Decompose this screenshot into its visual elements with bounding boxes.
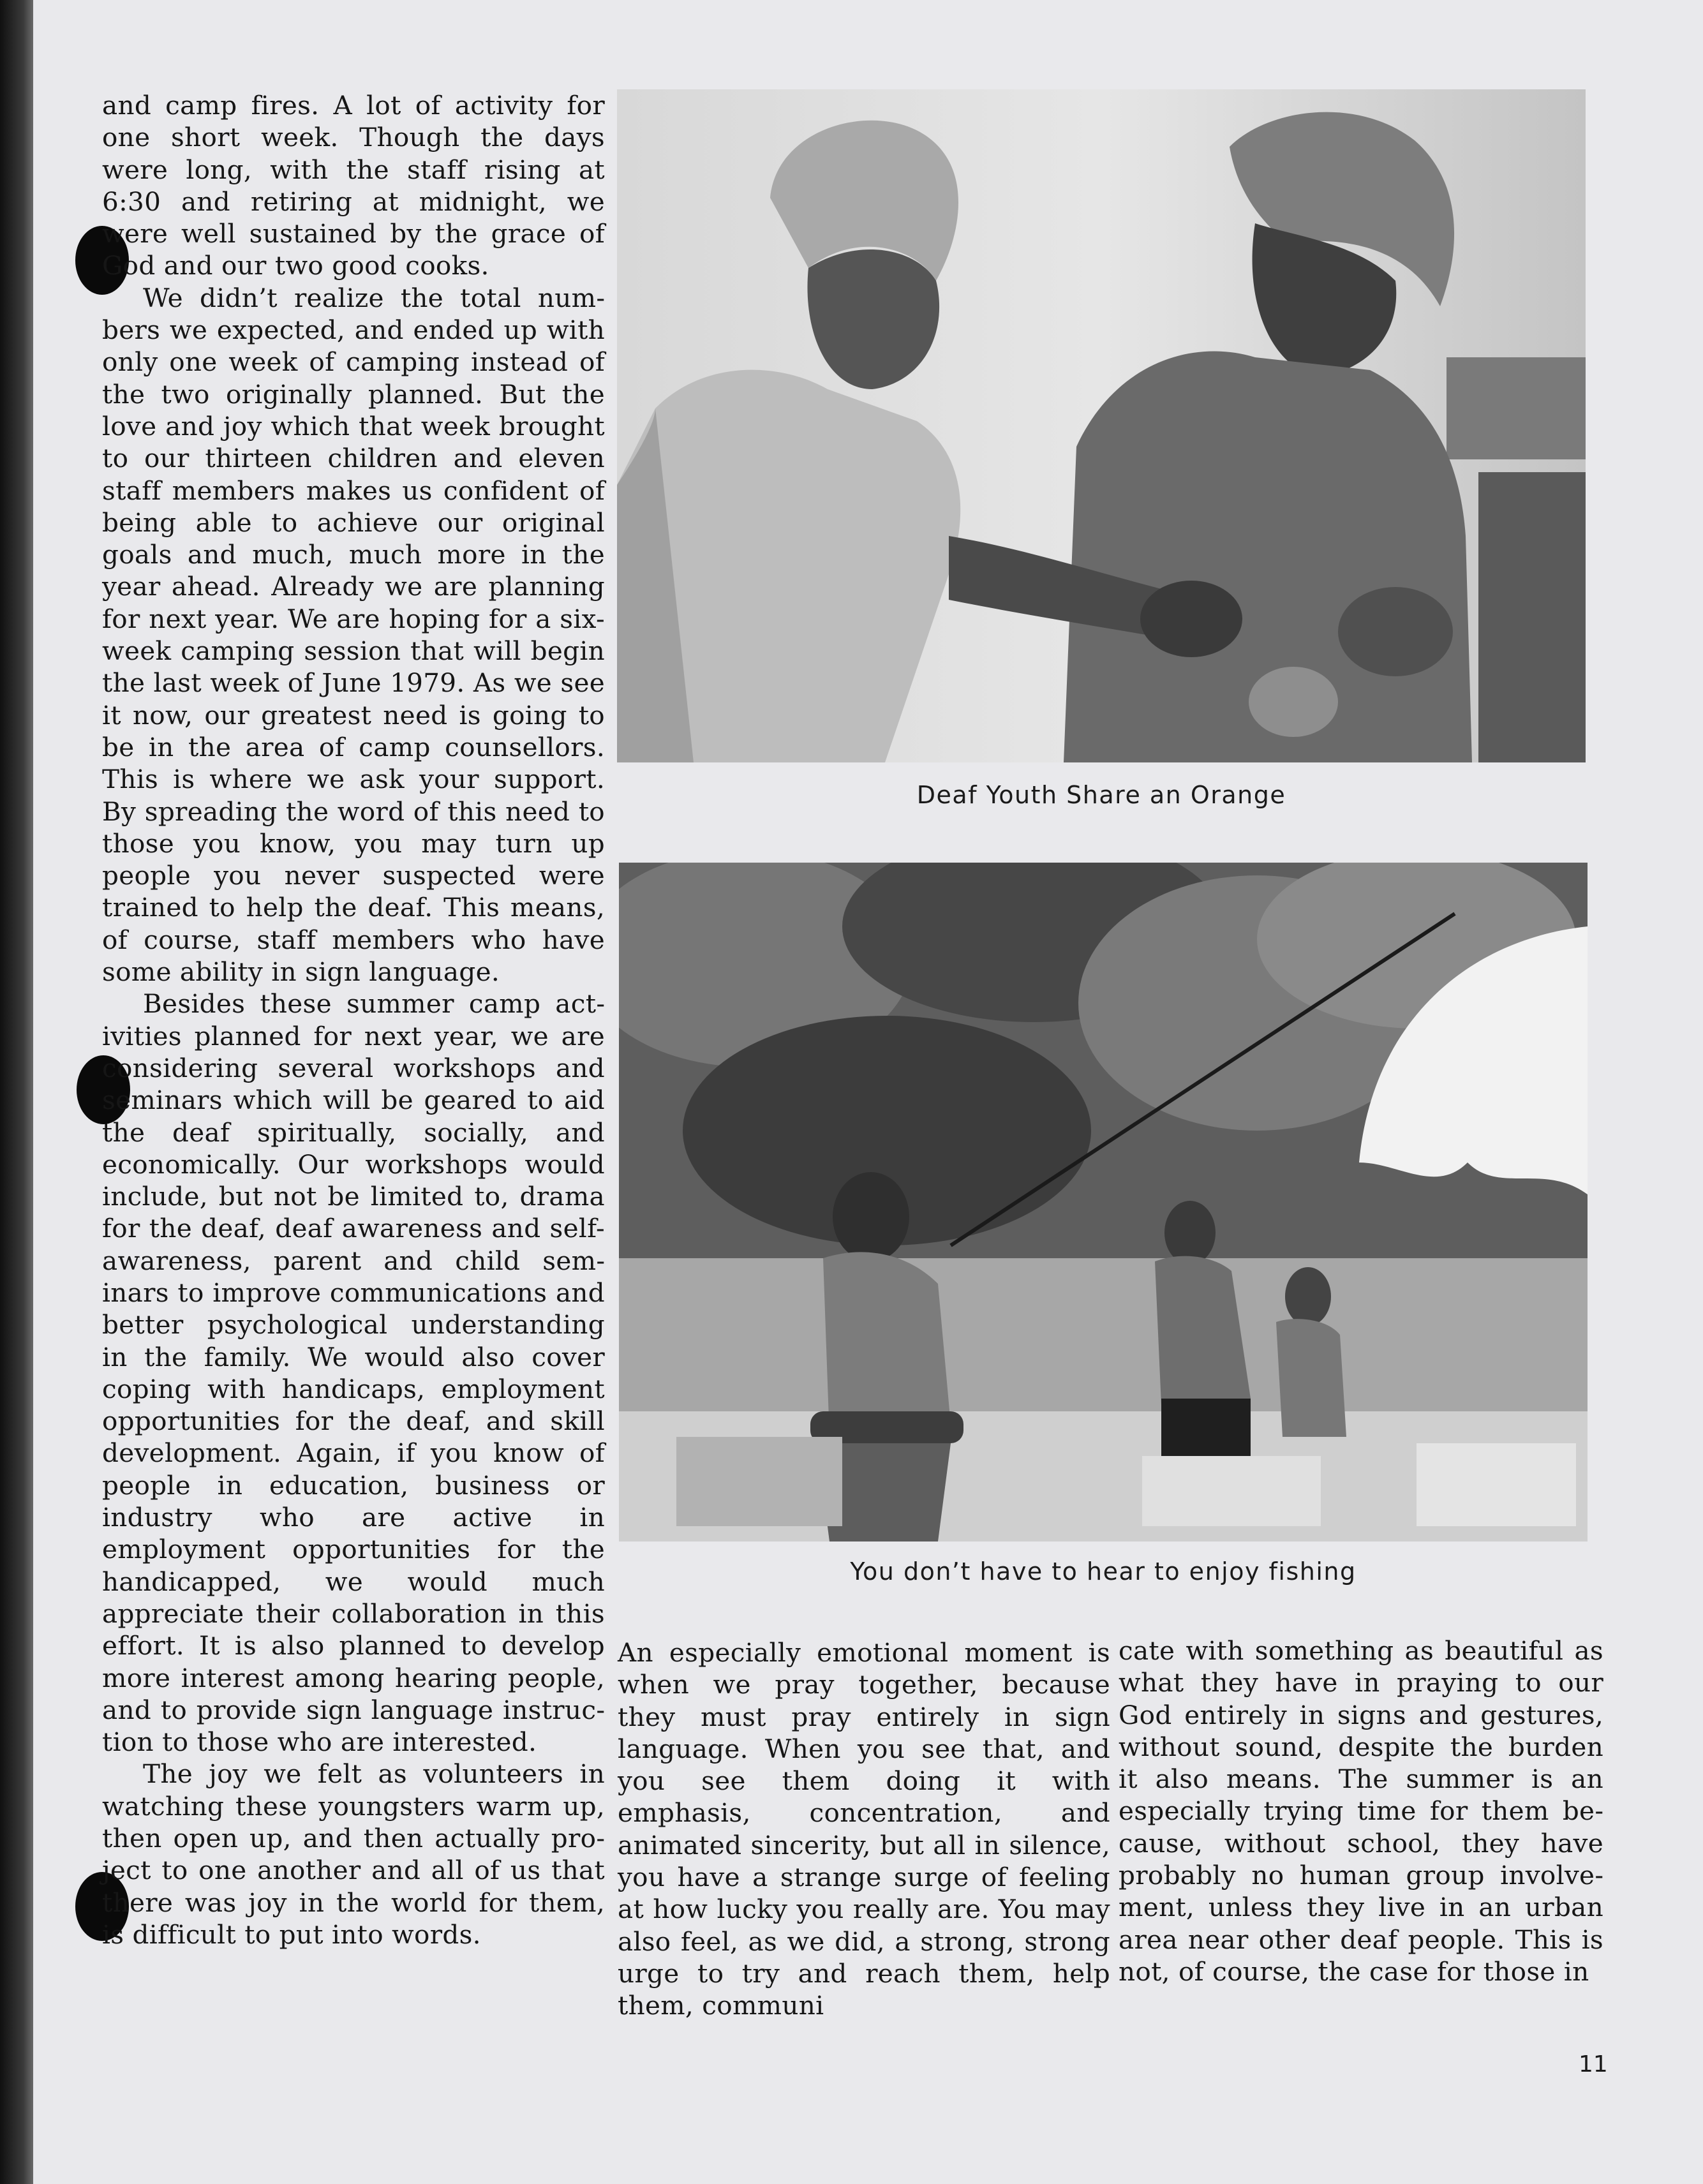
photo-caption: You don’t have to hear to enjoy fishing (850, 1557, 1357, 1586)
left-text-column (102, 89, 605, 1950)
binding-edge (0, 0, 33, 2184)
right-text-column (1119, 1635, 1603, 1987)
photo-fishing (619, 863, 1588, 1541)
page-number: 11 (1579, 2051, 1608, 2077)
paragraph: and camp fires. A lot of activity for one short week. Though the days were long, with the staff rising at 6:30 and retiring at midnight, we were well sustained by the grace of God and our two good cooks. (102, 90, 605, 281)
paragraph: We didn’t realize the total numbers we expected, and ended up with only one week of camping instead of the two originally planned. But the love and joy which that week brought to our thirteen children and eleven staff members makes us confident of being able to achieve our original goals and much, much more in the year ahead. Already we are planning for next year. We are hoping for a six-week camping session that will begin the last week of June 1979. As we see it now, our greatest need is going to be in the area of camp counsellors. This is where we ask your support. By spreading the word of this need to those you know, you may turn up people you never suspected were trained to help the deaf. This means, of course, staff members who have some ability in sign language. (102, 282, 605, 988)
paragraph: The joy we felt as volunteers in watching these youngsters warm up, then open up, and then actually project to one another and all of us that there was joy in the world for them, is difficult to put into words. (102, 1758, 605, 1950)
photo-youth-sharing-orange (617, 89, 1586, 762)
photo-caption: Deaf Youth Share an Orange (916, 781, 1286, 809)
paragraph: cate with something as beautiful as what they have in praying to our God entirely in signs and gestures, without sound, despite the burden it also means. The summer is an especially trying time for them because, without school, they have probably no human group involvement, unless they live in an urban area near other deaf people. This is not, of course, the case for those in (1119, 1635, 1603, 1987)
paragraph: An especially emotional moment is when we pray together, because they must pray entirely in sign language. When you see that, and you see them doing it with emphasis, concentration, and animated sincerity, but all in silence, you have a strange surge of feeling at how lucky you really are. You may also feel, as we did, a strong, strong urge to try and reach them, help them, communi (618, 1637, 1110, 2021)
middle-text-column (618, 1637, 1110, 2022)
paragraph: Besides these summer camp activities planned for next year, we are considering several workshops and seminars which will be geared to aid the deaf spiritually, socially, and economically. Our workshops would include, but not be limited to, drama for the deaf, deaf awareness and self-awareness, parent and child seminars to improve communications and better psychological understanding in the family. We would also cover coping with handicaps, employment opportunities for the deaf, and skill development. Again, if you know of people in education, business or industry who are active in employment opportunities for the handicapped, we would much appreciate their collaboration in this effort. It is also planned to develop more interest among hearing people, and to provide sign language instruction to those who are interested. (102, 988, 605, 1758)
